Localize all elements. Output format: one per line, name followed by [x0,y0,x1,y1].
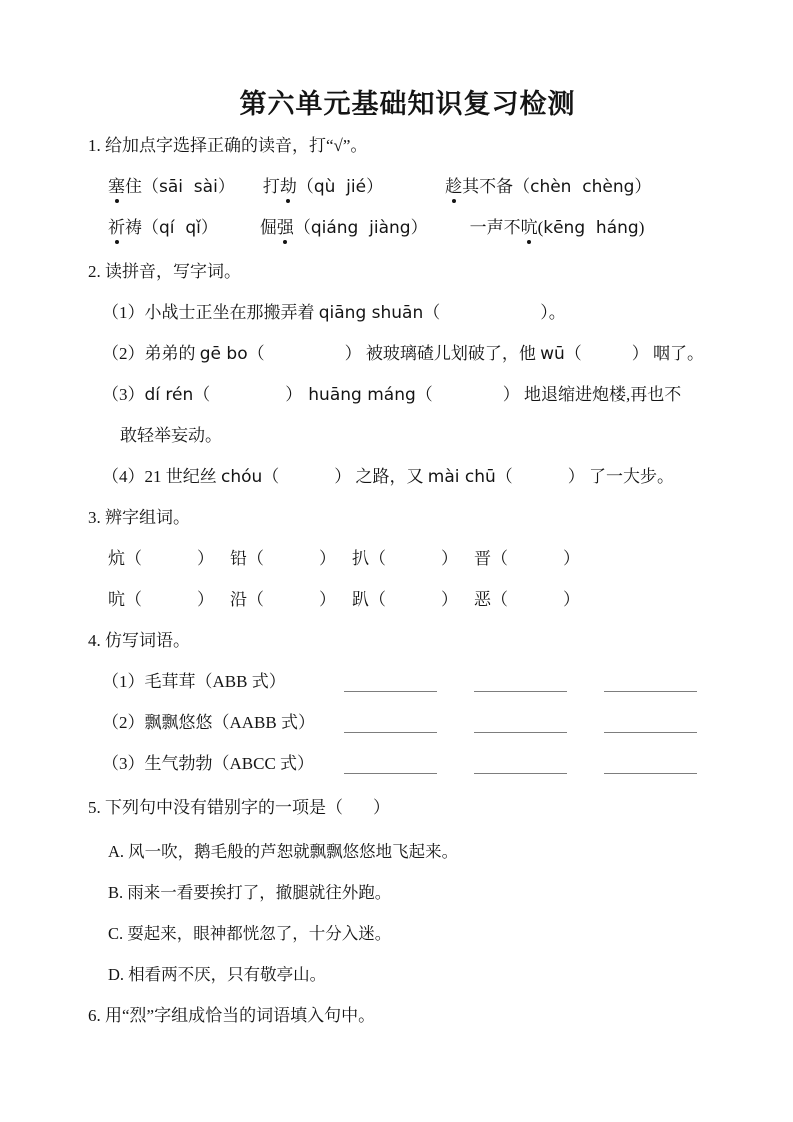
q5-option-b: B. 雨来一看要挨打了，撤腿就往外跑。 [108,883,392,902]
sentence-text: 咽了。 [648,344,705,363]
pinyin-clue: dí rén [144,385,194,405]
q2-prompt: 2. 读拼音，写字词。 [88,262,241,281]
page-title: 第六单元基础知识复习检测 [239,89,576,119]
paren-open: （ [564,344,582,363]
question-3 [88,508,727,610]
paren-close: ） [285,385,303,404]
pinyin-options: qí qǐ [159,218,201,238]
paren-close: ） [319,590,336,609]
character: 恶 [474,590,491,609]
q3-char-cell [108,590,214,610]
answer-blank-paren [264,563,319,564]
dotted-char: 吭 [520,218,538,237]
answer-blank-line [604,677,697,692]
q1-word-group [108,218,218,238]
paren-close: ） [563,549,580,568]
q1-word-group [260,218,428,238]
answer-blank-paren [210,399,285,400]
answer-blank-line [604,759,697,774]
item-label: （2） [102,344,145,363]
answer-blank-line [344,759,437,774]
pinyin-clue: wū [540,344,565,364]
q3-char-cell [108,549,214,569]
example-word-label: （1）毛茸茸（ABB 式） [102,672,286,691]
example-word-label: （3）生气勃勃（ABCC 式） [102,754,315,773]
sentence-text: 地退缩进炮楼,再也不 [519,385,682,404]
paren-open: （ [423,303,441,322]
q5-prompt [88,798,727,818]
q3-char-cell [474,590,580,610]
word-post: 其不备 [462,177,514,196]
answer-blank-paren [508,563,563,564]
paren-close: ) [638,218,645,237]
answer-blank-paren [386,604,441,605]
question-1 [88,136,727,238]
answer-blank-paren [508,604,563,605]
q3-char-cell [352,590,458,610]
q6-prompt: 6. 用“烈”字组成恰当的词语填入句中。 [88,1006,376,1025]
paren-open: （ [142,218,159,237]
q5-option-d: D. 相看两不厌，只有敬亭山。 [108,965,327,984]
answer-blank-paren [264,604,319,605]
word-pre: 倔 [259,218,277,237]
paren-open: （ [247,549,264,568]
q2-item-3-continuation: 敢轻举妄动。 [120,426,222,445]
pinyin-clue: qiāng shuān [318,303,424,323]
paren-open: （ [247,344,265,363]
q1-word-group [263,177,383,197]
paren-close: ） [540,303,549,322]
answer-blank-paren [142,563,197,564]
q4-item-3 [102,754,727,774]
q5-prompt-text: 5. 下列句中没有错别字的一项是 [88,798,326,817]
q3-prompt: 3. 辨字组词。 [88,508,190,527]
pinyin-options: sāi sài [159,177,218,197]
q2-item-2 [102,344,727,364]
answer-blank-paren [513,481,568,482]
pinyin-options: kēng háng [543,218,639,238]
item-label: （1） [102,303,145,322]
question-6 [88,1006,727,1026]
sentence-text: 了一大步。 [584,467,675,486]
answer-blank-line [474,677,567,692]
pinyin-clue: mài chū [427,467,496,487]
paren-open: （ [296,177,314,196]
q5-option-a: A. 风一吹，鹅毛般的芦恕就飘飘悠悠地飞起来。 [108,842,459,861]
answer-blank-paren [433,399,503,400]
q5-option-c: C. 耍起来，眼神都恍忽了，十分入迷。 [108,924,392,943]
answer-blank-paren [386,563,441,564]
answer-blank-paren [582,358,632,359]
example-word-label: （2）飘飘悠悠（AABB 式） [102,713,315,732]
pinyin-options: qiáng jiàng [310,218,411,238]
answer-blank-paren [265,358,345,359]
answer-blanks [344,677,697,692]
paren-open: （ [513,177,531,196]
paren-close: ） [334,467,352,486]
paren-close: ） [197,590,214,609]
paren-open: （ [142,177,159,196]
answer-blank-paren [142,604,197,605]
paren-close: ） [563,590,580,609]
answer-blanks [344,759,697,774]
paren-open: （ [125,549,142,568]
paren-close: ） [217,177,235,196]
paren-open: （ [247,590,264,609]
paren-open: （ [262,467,280,486]
paren-open: （ [495,467,513,486]
q2-item-1 [102,303,727,323]
paren-open: （ [293,218,311,237]
q1-row-2 [108,218,727,238]
sentence-text: 21 世纪丝 [144,467,221,486]
dotted-char: 塞 [108,177,125,196]
character: 炕 [108,549,125,568]
paren-open: （ [491,590,508,609]
paren-close: ） [631,344,649,363]
word-post: 住 [125,177,142,196]
item-label: （3） [102,385,145,404]
paren-open: ( [537,218,544,237]
dotted-char: 祈 [108,218,125,237]
paren-close: ） [373,798,390,817]
paren-close: ） [366,177,384,196]
answer-blank-paren [343,812,373,813]
sentence-text: 。 [548,303,566,322]
dotted-char: 趁 [445,177,463,196]
dotted-char: 劫 [279,177,297,196]
word-post: 祷 [125,218,142,237]
sentence-text: 之路，又 [351,467,428,486]
paren-close: ） [634,177,652,196]
paren-close: ） [441,590,458,609]
word-pre: 打 [262,177,280,196]
q4-item-1 [102,672,727,692]
character: 晋 [474,549,491,568]
character: 吭 [108,590,125,609]
answer-blank-line [344,718,437,733]
question-5 [88,798,727,985]
paren-close: ） [200,218,218,237]
answer-blank-line [474,759,567,774]
sentence-text: 小战士正坐在那搬弄着 [144,303,319,322]
q3-char-cell [230,549,336,569]
pinyin-clue: huāng máng [308,385,416,405]
q1-prompt: 1. 给加点字选择正确的读音，打“√”。 [88,136,368,155]
pinyin-options: qù jié [313,177,367,197]
q3-char-cell [474,549,580,569]
pinyin-clue: gē bo [199,344,248,364]
word-pre: 一声不 [469,218,521,237]
item-label: （4） [102,467,145,486]
paren-close: ） [441,549,458,568]
paren-close: ） [410,218,428,237]
character: 扒 [352,549,369,568]
paren-close: ） [197,549,214,568]
q2-item-4 [102,467,727,487]
pinyin-clue: chóu [221,467,263,487]
paren-open: （ [326,798,343,817]
q3-row-1 [108,549,727,569]
q1-row-1 [108,177,727,197]
paren-close: ） [319,549,336,568]
q1-word-group [445,177,651,197]
q4-prompt: 4. 仿写词语。 [88,631,190,650]
character: 趴 [352,590,369,609]
dotted-char: 强 [276,218,294,237]
paren-open: （ [193,385,211,404]
answer-blank-line [604,718,697,733]
q3-char-cell [352,549,458,569]
paren-close: ） [344,344,362,363]
paren-close: ） [502,385,520,404]
question-2 [88,262,727,487]
sentence-text: 弟弟的 [144,344,200,363]
answer-blank-paren [440,317,540,318]
pinyin-options: chèn chèng [530,177,635,197]
answer-blank-paren [279,481,334,482]
q1-word-group [470,218,645,238]
q3-char-cell [230,590,336,610]
paren-open: （ [369,590,386,609]
answer-blanks [344,718,697,733]
q2-item-3 [102,385,727,405]
paren-open: （ [415,385,433,404]
q3-row-2 [108,590,727,610]
paren-open: （ [369,549,386,568]
answer-blank-line [474,718,567,733]
character: 铅 [230,549,247,568]
sentence-text: 被玻璃碴儿划破了，他 [361,344,541,363]
paren-open: （ [125,590,142,609]
character: 沿 [230,590,247,609]
q1-word-group [108,177,235,197]
q4-item-2 [102,713,727,733]
paren-close: ） [567,467,585,486]
paren-open: （ [491,549,508,568]
question-4 [88,631,727,774]
answer-blank-line [344,677,437,692]
